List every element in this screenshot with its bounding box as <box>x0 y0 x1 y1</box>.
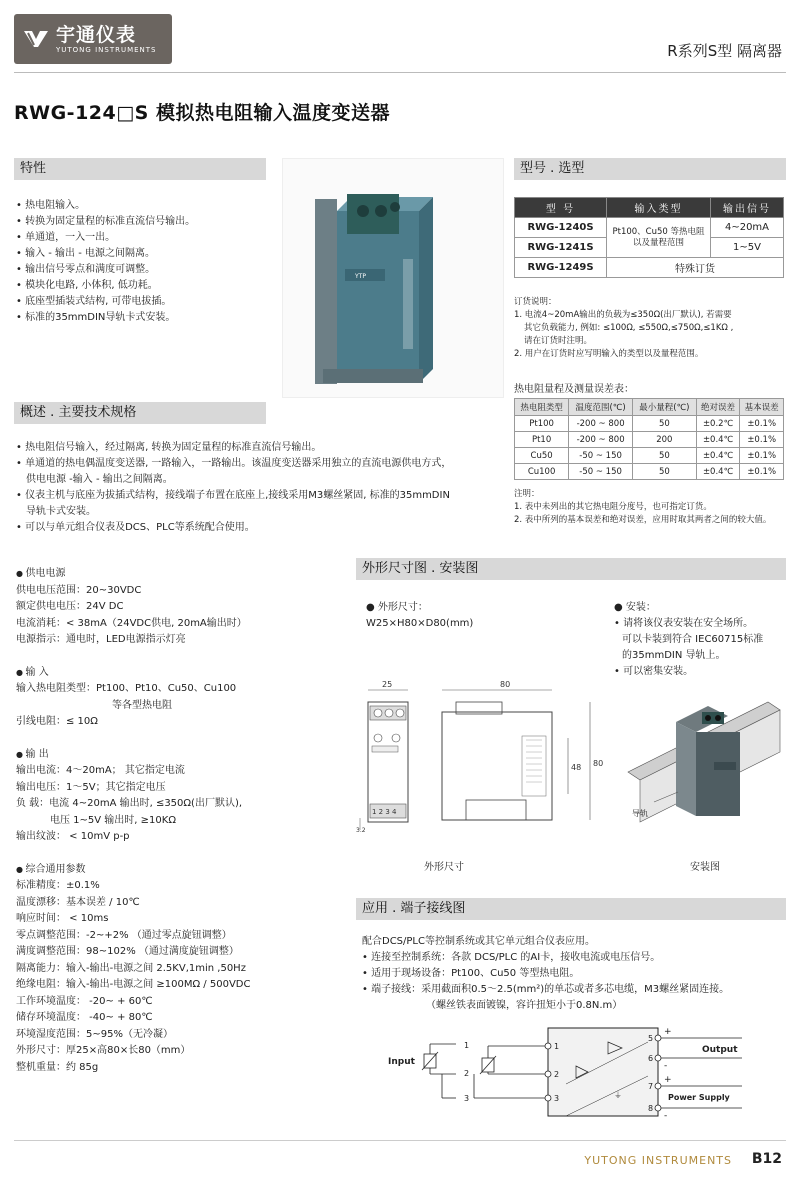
model-cell: RWG-1240S <box>515 218 607 238</box>
svg-text:YTP: YTP <box>355 273 366 280</box>
install-text: 可以密集安装。 <box>623 666 694 677</box>
install-text: 请将该仪表安装在安全场所。 <box>623 618 754 629</box>
transmitter-module-icon <box>283 159 505 399</box>
list-item: • 单通道，一入一出。 <box>16 230 276 246</box>
spec-line: 绝缘电阻：输入-输出-电源之间 ≥100MΩ / 500VDC <box>16 979 251 990</box>
rtd-table <box>514 398 784 480</box>
rtd-note-title: 注明： <box>514 489 540 499</box>
spec-line: 温度漂移：基本误差 / 10℃ <box>16 896 140 908</box>
plus-sign: + <box>664 1075 672 1085</box>
install-heading: ● 安装： <box>614 602 656 613</box>
overview-heading: 概述 . 主要技术规格 <box>14 402 266 424</box>
table-row <box>515 416 784 432</box>
logo-en-text: YUTONG INSTRUMENTS <box>56 46 157 54</box>
spec-line: 整机重量：约 85g <box>16 1061 99 1073</box>
list-item: • 转换为固定量程的标准直流信号输出。 <box>16 214 276 230</box>
table-row <box>515 399 784 416</box>
output-cell: 4~20mA <box>711 218 784 238</box>
order-note: 2. 用户在订货时应写明输入的类型以及量程范围。 <box>514 349 704 359</box>
rtd-notes <box>514 488 794 527</box>
table-cell: ±0.1% <box>740 416 784 432</box>
install-line: 的35mmDIN 导轨上。 <box>622 650 726 661</box>
install-line: • 可以密集安装。 <box>614 666 694 677</box>
table-row <box>515 448 784 464</box>
series-label: R系列S型 隔离器 <box>667 42 782 60</box>
table-header: 基本误差 <box>740 399 784 416</box>
special-cell: 特殊订货 <box>607 258 784 278</box>
logo-mark-icon <box>22 25 50 53</box>
dimension-drawing <box>356 676 612 836</box>
order-notes <box>514 296 789 361</box>
table-row <box>515 218 784 238</box>
list-item: • 热电阻信号输入，经过隔离, 转换为固定量程的标准直流信号输出。 <box>16 442 322 453</box>
table-cell: Cu100 <box>515 464 569 480</box>
table-cell: Cu50 <box>515 448 569 464</box>
list-item: • 可以与单元组合仪表及DCS、PLC等系统配合使用。 <box>16 522 255 533</box>
minus-sign: - <box>664 1061 668 1071</box>
spec-line: 标准精度：±0.1% <box>16 880 100 891</box>
install-caption: 安装图 <box>690 862 720 873</box>
table-cell: Pt10 <box>515 432 569 448</box>
logo-cn-text: 宇通仪表 <box>56 24 137 46</box>
app-heading: 应用 . 端子接线图 <box>356 898 786 920</box>
list-item: 导轨卡式安装。 <box>26 506 96 517</box>
app-line: • 连接至控制系统：各款 DCS/PLC 的AI卡，接收电流或电压信号。 <box>362 952 661 963</box>
overview-list <box>16 440 506 536</box>
dims-size <box>366 600 473 632</box>
table-row <box>515 464 784 480</box>
table-cell: 200 <box>632 432 696 448</box>
general-heading: ● 综合通用参数 <box>16 862 336 879</box>
wiring-diagram <box>386 1024 746 1120</box>
table-row <box>515 198 784 218</box>
plus-sign: + <box>664 1027 672 1037</box>
product-photo <box>282 158 504 398</box>
spec-line: 负 载：电流 4~20mA 输出时, ≤350Ω(出厂默认), <box>16 798 243 809</box>
list-item-text: 可以与单元组合仪表及DCS、PLC等系统配合使用。 <box>25 522 255 533</box>
list-item: • 仪表主机与底座为拔插式结构，接线端子布置在底座上,接线采用M3螺丝紧固, 标准的35mmDIN <box>16 490 450 501</box>
dim-3-2-label: 3.2 <box>356 827 366 834</box>
rail-label: 导轨 <box>632 809 648 818</box>
table-cell: -50 ~ 150 <box>569 464 633 480</box>
spec-line: 工作环境温度： -20~ + 60℃ <box>16 995 153 1007</box>
install-line: 可以卡装到符合 IEC60715标准 <box>622 634 764 645</box>
spec-line: 电压 1~5V 输出时, ≥10KΩ <box>50 814 176 826</box>
output-heading: ● 输 出 <box>16 747 336 764</box>
table-cell: -200 ~ 800 <box>569 432 633 448</box>
dims-caption: 外形尺寸 <box>424 862 464 873</box>
spec-line: 输入热电阻类型：Pt100、Pt10、Cu50、Cu100 <box>16 683 237 694</box>
dim-80v-label: 80 <box>593 759 604 768</box>
spec-line: 响应时间： < 10ms <box>16 913 109 924</box>
power-supply-label: Power Supply <box>668 1093 730 1102</box>
dim-48-label: 48 <box>571 763 582 772</box>
table-header: 热电阻类型 <box>515 399 569 416</box>
list-item-text: 仪表主机与底座为拔插式结构，接线端子布置在底座上,接线采用M3螺丝紧固, 标准的35mmDIN <box>25 490 450 501</box>
page-number: B12 <box>751 1151 782 1167</box>
table-header: 最小量程(℃) <box>632 399 696 416</box>
terminal-label-2: 2 <box>464 1069 470 1078</box>
col-model: 型 号 <box>515 198 607 218</box>
rtd-title: 热电阻量程及测量误差表： <box>514 384 634 395</box>
app-line: • 适用于现场设备：Pt100、Cu50 等型热电阻。 <box>362 968 580 979</box>
spec-line: 隔离能力：输入-输出-电源之间 2.5KV,1min ,50Hz <box>16 962 246 974</box>
module-terminal-6: 6 <box>648 1054 654 1063</box>
table-cell: ±0.2℃ <box>696 416 740 432</box>
model-heading: 型号 . 选型 <box>514 158 786 180</box>
order-note: 请在订货时注明。 <box>524 336 593 346</box>
table-header: 温度范围(℃) <box>569 399 633 416</box>
table-cell: Pt100 <box>515 416 569 432</box>
list-item-text: 热电阻信号输入，经过隔离, 转换为固定量程的标准直流信号输出。 <box>25 442 322 453</box>
power-heading: ● 供电电源 <box>16 566 336 583</box>
output-label: Output <box>702 1045 738 1055</box>
footer-divider <box>14 1140 786 1141</box>
spec-line: 环境湿度范围：5~95%（无冷凝） <box>16 1028 173 1040</box>
svg-text:⏚: ⏚ <box>614 1091 622 1100</box>
output-cell: 1~5V <box>711 238 784 258</box>
table-cell: ±0.1% <box>740 464 784 480</box>
table-cell: ±0.1% <box>740 448 784 464</box>
spec-line: 供电电压范围：20~30VDC <box>16 584 142 596</box>
features-list <box>16 198 276 326</box>
list-item: • 热电阻输入。 <box>16 198 276 214</box>
spec-line: 额定供电电压：24V DC <box>16 601 124 612</box>
footer-brand: YUTONG INSTRUMENTS <box>584 1154 732 1167</box>
table-row <box>515 432 784 448</box>
input-desc-cell: Pt100、Cu50 等热电阻以及量程范围 <box>607 218 711 258</box>
install-line: • 请将该仪表安装在安全场所。 <box>614 618 754 629</box>
list-item: • 单通道的热电偶温度变送器, 一路输入，一路输出。该温度变送器采用独立的直流电源供电方式， <box>16 458 452 469</box>
terminal-label-1: 1 <box>464 1041 470 1050</box>
table-cell: -200 ~ 800 <box>569 416 633 432</box>
terminal-label-3: 3 <box>464 1094 470 1103</box>
spec-block <box>16 566 336 1076</box>
spec-line: 电流消耗：< 38mA（24VDC供电, 20mA输出时） <box>16 617 247 629</box>
spec-line: 输出纹波： < 10mV p-p <box>16 831 130 842</box>
rtd-note: 1. 表中未列出的其它热电阻分度号，也可指定订货。 <box>514 502 712 512</box>
svg-text:1 2 3 4: 1 2 3 4 <box>372 808 397 816</box>
table-cell: 50 <box>632 448 696 464</box>
features-heading: 特性 <box>14 158 266 180</box>
table-cell: ±0.4℃ <box>696 448 740 464</box>
dims-heading: 外形尺寸图 . 安装图 <box>356 558 786 580</box>
table-row <box>515 258 784 278</box>
table-cell: 50 <box>632 416 696 432</box>
module-terminal-8: 8 <box>648 1104 654 1113</box>
input-heading: ● 输 入 <box>16 665 336 682</box>
rtd-note: 2. 表中所列的基本误差和绝对误差，应用时取其两者之间的较大值。 <box>514 515 772 525</box>
table-header: 绝对误差 <box>696 399 740 416</box>
spec-line: 外形尺寸：厚25×高80×长80（mm） <box>16 1045 191 1056</box>
app-lines <box>362 934 792 1014</box>
module-terminal-7: 7 <box>648 1082 654 1091</box>
table-cell: ±0.4℃ <box>696 432 740 448</box>
dim-80-label: 80 <box>500 680 511 689</box>
dim-25-label: 25 <box>382 680 393 689</box>
spec-line: 零点调整范围：-2~+2% （通过零点旋钮调整） <box>16 929 232 941</box>
app-line: （螺丝铁表面镀镍，容许扭矩小于0.8N.m） <box>426 1000 623 1011</box>
col-input: 输入类型 <box>607 198 711 218</box>
page-title: RWG-124□S 模拟热电阻输入温度变送器 <box>14 102 390 124</box>
table-cell: ±0.1% <box>740 432 784 448</box>
list-item: • 标准的35mmDIN导轨卡式安装。 <box>16 310 276 326</box>
order-note: 其它负载能力, 例如: ≤100Ω, ≤550Ω,≤750Ω,≤1KΩ , <box>524 323 734 333</box>
list-item: 供电电源 -输入 - 输出之间隔离。 <box>26 474 173 485</box>
module-terminal-2: 2 <box>554 1070 560 1079</box>
app-line: • 端子接线：采用截面积0.5～2.5(mm²)的单芯或者多芯电缆，M3螺丝紧固连接。 <box>362 984 730 995</box>
size-value: W25×H80×D80(mm) <box>366 618 474 629</box>
table-cell: 50 <box>632 464 696 480</box>
list-item: • 输入 - 输出 - 电源之间隔离。 <box>16 246 276 262</box>
header-divider <box>14 72 786 73</box>
col-output: 输出信号 <box>711 198 784 218</box>
input-label: Input <box>388 1057 415 1067</box>
order-note: 1. 电流4~20mA输出的负载为≤350Ω(出厂默认), 若需要 <box>514 310 732 320</box>
list-item-text: 单通道的热电偶温度变送器, 一路输入，一路输出。该温度变送器采用独立的直流电源供电方式， <box>25 458 452 469</box>
module-terminal-1: 1 <box>554 1042 560 1051</box>
list-item: • 模块化电路, 小体积, 低功耗。 <box>16 278 276 294</box>
list-item: • 输出信号零点和满度可调整。 <box>16 262 276 278</box>
spec-line: 储存环境温度： -40~ + 80℃ <box>16 1012 153 1023</box>
model-table <box>514 197 784 278</box>
size-label: ● 外形尺寸： <box>366 602 428 613</box>
spec-line: 电源指示：通电时，LED电源指示灯亮 <box>16 634 186 645</box>
table-cell: ±0.4℃ <box>696 464 740 480</box>
table-cell: -50 ~ 150 <box>569 448 633 464</box>
module-terminal-3: 3 <box>554 1094 560 1103</box>
spec-line: 输出电压：1～5V；其它指定电压 <box>16 781 166 793</box>
model-cell: RWG-1241S <box>515 238 607 258</box>
spec-line: 输出电流：4～20mA； 其它指定电流 <box>16 765 185 776</box>
company-logo <box>14 14 172 64</box>
module-terminal-5: 5 <box>648 1034 654 1043</box>
app-line: 配合DCS/PLC等控制系统或其它单元组合仪表应用。 <box>362 936 595 947</box>
minus-sign: - <box>664 1111 668 1121</box>
model-cell: RWG-1249S <box>515 258 607 278</box>
list-item: • 底座型插装式结构, 可带电拔插。 <box>16 294 276 310</box>
spec-line: 满度调整范围：98~102% （通过满度旋钮调整） <box>16 946 239 957</box>
spec-line: 等各型热电阻 <box>112 699 172 711</box>
spec-line: 引线电阻：≤ 10Ω <box>16 716 98 727</box>
install-block <box>614 600 794 680</box>
order-title: 订货说明： <box>514 297 557 307</box>
